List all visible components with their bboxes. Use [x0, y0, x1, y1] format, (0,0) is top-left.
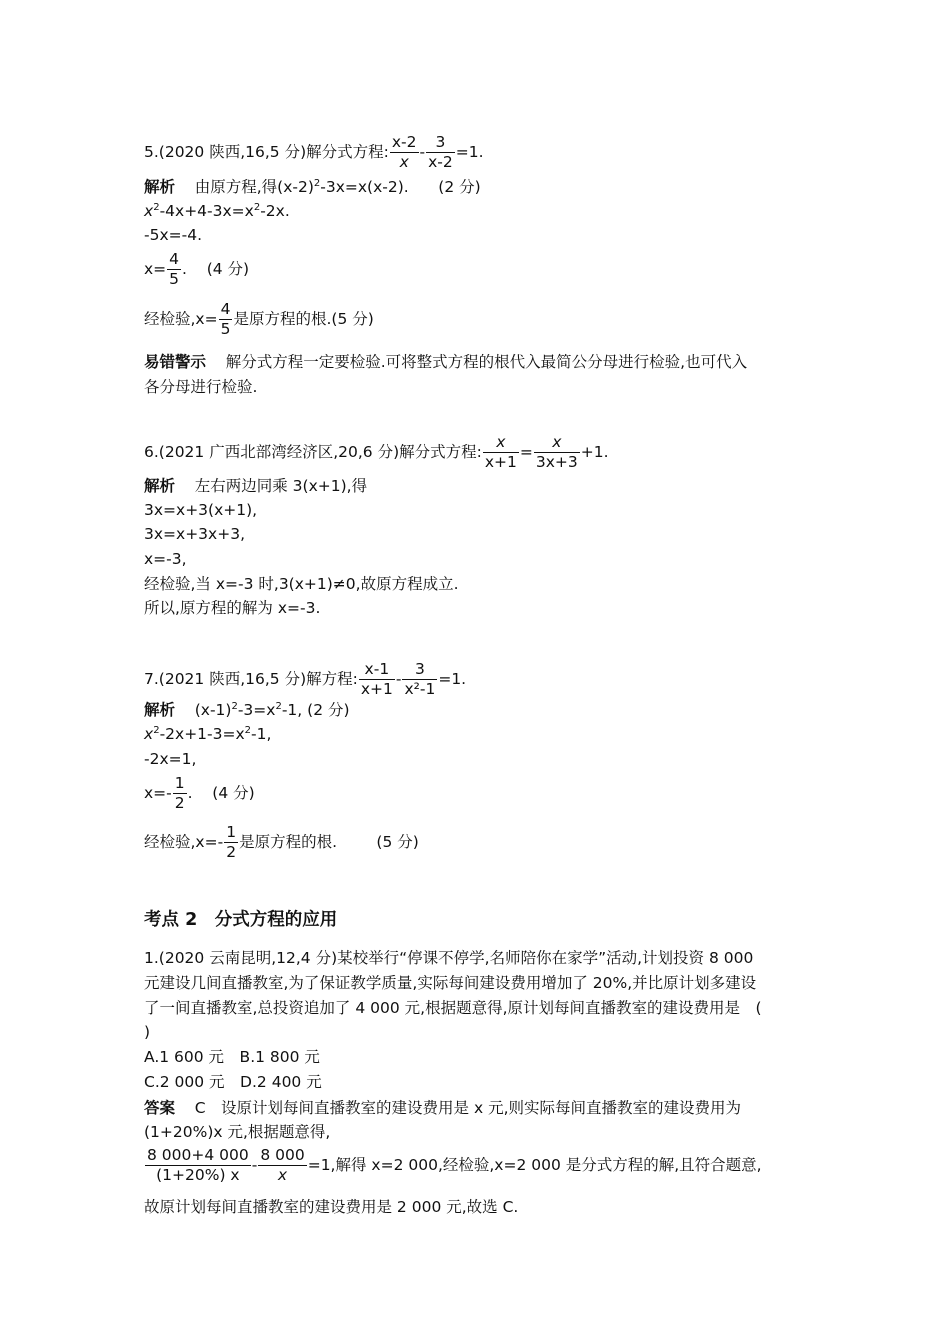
q1-ans3: =1,解得 x=2 000,经检验,x=2 000 是分式方程的解,且符合题意,	[307, 1156, 762, 1174]
p5-warning-line-1	[144, 351, 747, 373]
p5-frac4-den: 5	[220, 320, 231, 338]
q1-answer-line-2: (1+20%)x 元,根据题意得,	[144, 1123, 331, 1141]
section-title: 考点 2 分式方程的应用	[144, 910, 338, 930]
p5-l2c: -2x.	[260, 202, 290, 220]
q1-line-1: 1.(2020 云南昆明,12,4 分)某校举行“停课不停学,名师陪你在家学”活动,计划投资 8 000	[144, 949, 754, 967]
q1-line-3: 了一间直播教室,总投资追加了 4 000 元,根据题意得,原计划每间直播教室的建设费用是 (	[144, 999, 762, 1017]
p5-l5b: 是原方程的根.	[233, 310, 332, 328]
p7-minus: -	[395, 670, 402, 688]
p5-l5a: 经检验,x=	[144, 310, 218, 328]
p6-solution-line-6: 所以,原方程的解为 x=-3.	[144, 599, 321, 617]
p5-sq-3: 2	[253, 201, 261, 213]
q1-frac1-den: (1+20%) x	[156, 1166, 240, 1184]
p7-fraction-2	[402, 660, 437, 699]
p5-frac1-num: x-2	[391, 133, 417, 151]
p5-l5c: (5 分)	[331, 310, 374, 328]
p7-frac1-den: x+1	[360, 680, 393, 698]
p7-l5c: (5 分)	[376, 833, 419, 851]
p7-sq-4: 2	[244, 724, 252, 736]
p7-frac2-den: x²-1	[404, 680, 436, 698]
p7-l2c: -1,	[251, 725, 272, 743]
p5-fraction-4	[219, 300, 233, 339]
p7-frac3-num: 1	[174, 774, 185, 792]
p5-frac4-num: 4	[220, 300, 231, 318]
p6-head: 6.(2021 广西北部湾经济区,20,6 分)解分式方程:	[144, 443, 482, 461]
p6-tail: +1.	[580, 443, 609, 461]
p5-frac1-den: x	[399, 153, 409, 171]
p5-minus: -	[419, 143, 426, 161]
q1-frac1-num: 8 000+4 000	[147, 1146, 249, 1164]
p7-l2b: -2x+1-3=x	[159, 725, 245, 743]
q1-line-2: 元建设几间直播教室,为了保证教学质量,实际每间建设费用增加了 20%,并比原计划多建设	[144, 974, 757, 992]
p5-label: 解析	[144, 178, 176, 196]
p5-l4b: .	[182, 260, 187, 278]
p7-l4c: (4 分)	[212, 784, 255, 802]
p6-solution-line-2: 3x=x+3(x+1),	[144, 501, 258, 519]
p7-l4b: .	[187, 784, 193, 802]
p5-solution-line-2	[144, 200, 290, 222]
p7-frac4-den: 2	[226, 843, 237, 861]
p7-l5a: 经检验,x=-	[144, 833, 224, 851]
q1-answer-line-4: 故原计划每间直播教室的建设费用是 2 000 元,故选 C.	[144, 1198, 519, 1216]
p5-warn-text-1: 解分式方程一定要检验.可将整式方程的根代入最简公分母进行检验,也可代入	[225, 353, 748, 371]
p7-l1b: -3=x	[237, 701, 276, 719]
p6-solution-line-4: x=-3,	[144, 550, 187, 568]
p5-solution-line-5	[144, 300, 374, 339]
p7-frac2-num: 3	[402, 660, 437, 680]
p7-sq-1: 2	[231, 700, 238, 712]
p7-l4a: x=-	[144, 784, 172, 802]
p6-solution-line-5: 经检验,当 x=-3 时,3(x+1)≠0,故原方程成立.	[144, 575, 459, 593]
p6-eq: =	[519, 443, 533, 461]
p5-sq-2: 2	[153, 201, 160, 213]
p7-fraction-1	[359, 660, 395, 699]
p5-tail: =1.	[455, 143, 484, 161]
p5-solution-line-4	[144, 250, 249, 289]
p5-fraction-2	[426, 133, 455, 172]
p7-frac4-num: 1	[226, 823, 237, 841]
q1-options-cd: C.2 000 元 D.2 400 元	[144, 1073, 322, 1091]
p5-l1a: 由原方程,得(x-2)	[194, 178, 314, 196]
p6-fraction-1	[483, 433, 519, 472]
q1-options-ab: A.1 600 元 B.1 800 元	[144, 1048, 320, 1066]
p5-frac3-num: 4	[169, 250, 180, 268]
p7-frac3-den: 2	[174, 794, 185, 812]
p7-fraction-3	[173, 774, 187, 813]
p7-label: 解析	[144, 701, 176, 719]
q1-frac2-num: 8 000	[260, 1146, 305, 1164]
p6-frac2-den: 3x+3	[535, 453, 578, 471]
p5-l2a: x	[144, 202, 154, 220]
p5-frac3-den: 5	[169, 270, 180, 288]
q1-fraction-1	[145, 1146, 251, 1185]
p7-solution-line-2	[144, 723, 271, 745]
q1-frac2-den: x	[277, 1166, 288, 1184]
p5-l1b: -3x=x(x-2).	[320, 178, 409, 196]
p7-solution-line-3: -2x=1,	[144, 750, 197, 768]
p5-solution-line-3: -5x=-4.	[144, 226, 202, 244]
p5-head: 5.(2020 陕西,16,5 分)解分式方程:	[144, 143, 389, 161]
p7-l2a: x	[144, 725, 154, 743]
p5-l1c: (2 分)	[438, 178, 481, 196]
p7-solution-line-1	[144, 699, 350, 721]
p6-solution-line-1	[144, 475, 367, 497]
p7-head: 7.(2021 陕西,16,5 分)解方程:	[144, 670, 358, 688]
p6-frac1-den: x+1	[484, 453, 517, 471]
p7-sq-2: 2	[275, 700, 282, 712]
p6-frac2-num: x	[534, 433, 580, 453]
p5-l4c: (4 分)	[206, 260, 250, 278]
q1-answer-line-1	[144, 1097, 741, 1119]
q1-fraction-2	[258, 1146, 306, 1185]
q1-line-4: )	[144, 1023, 151, 1041]
p6-fraction-2	[534, 433, 580, 472]
p5-fraction-1	[390, 133, 419, 172]
p7-l1a: (x-1)	[194, 701, 232, 719]
p5-sq-1: 2	[313, 177, 321, 189]
p5-solution-line-1	[144, 176, 481, 198]
p5-frac2-den: x-2	[428, 153, 453, 171]
q1-answer-label: 答案	[144, 1099, 176, 1117]
p7-fraction-4	[224, 823, 238, 862]
p7-solution-line-5	[144, 823, 419, 862]
p6-question	[144, 433, 609, 472]
p7-solution-line-4	[144, 774, 255, 813]
p5-fraction-3	[167, 250, 181, 289]
q1-minus: -	[251, 1156, 258, 1174]
p6-frac1-num: x	[483, 433, 519, 453]
p6-solution-line-3: 3x=x+3x+3,	[144, 525, 245, 543]
p7-tail: =1.	[438, 670, 467, 688]
p7-question	[144, 660, 466, 699]
p7-l1c: -1, (2 分)	[281, 701, 350, 719]
q1-ans1: C 设原计划每间直播教室的建设费用是 x 元,则实际每间直播教室的建设费用为	[194, 1099, 742, 1117]
p7-l5b: 是原方程的根.	[239, 833, 337, 851]
p5-l4a: x=	[144, 260, 167, 278]
p7-sq-3: 2	[153, 724, 160, 736]
p5-question	[144, 133, 484, 172]
p5-warn-label: 易错警示	[144, 353, 207, 371]
p5-frac2-num: 3	[426, 133, 455, 153]
q1-answer-line-3	[144, 1146, 762, 1185]
p5-l2b: -4x+4-3x=x	[159, 202, 254, 220]
p5-warning-line-2: 各分母进行检验.	[144, 378, 258, 396]
p6-label: 解析	[144, 477, 176, 495]
p6-l1: 左右两边同乘 3(x+1),得	[194, 477, 368, 495]
p7-frac1-num: x-1	[359, 660, 395, 680]
